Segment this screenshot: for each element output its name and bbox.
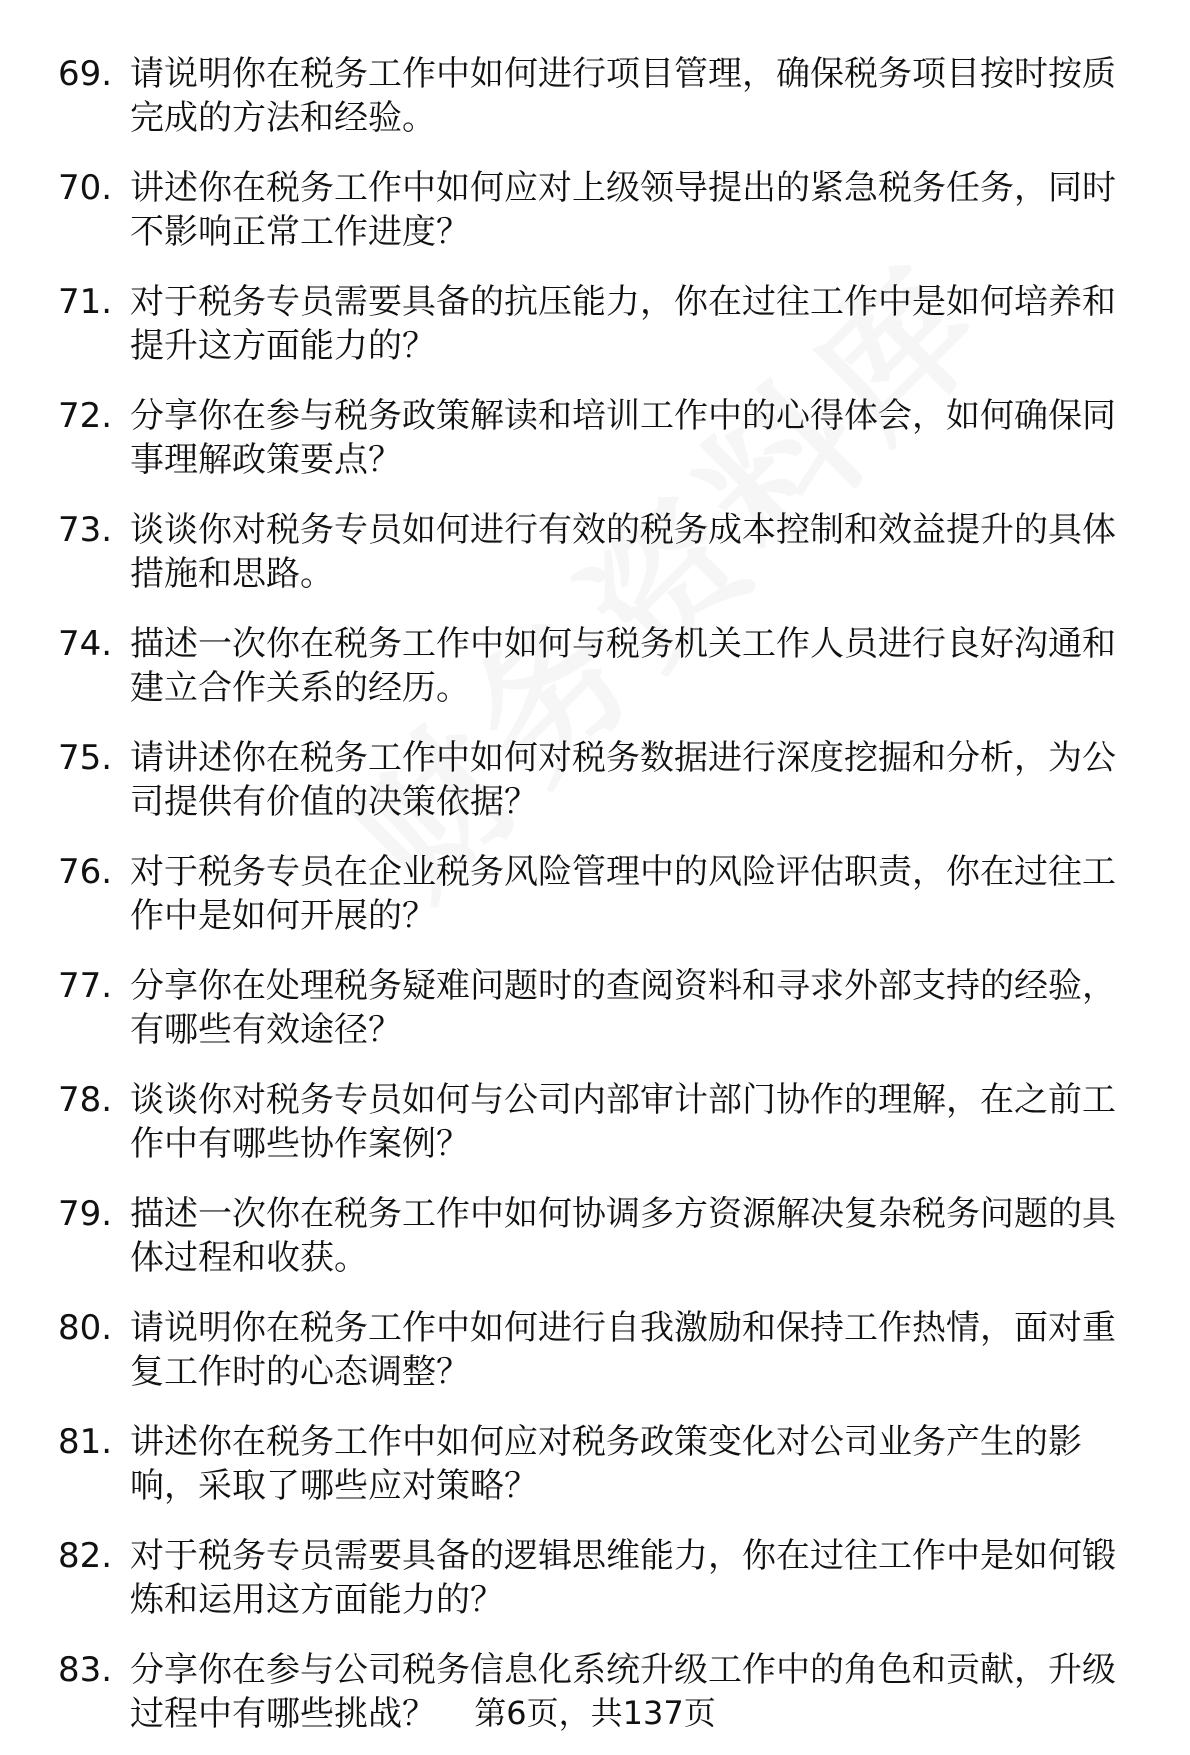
question-text: 分享你在参与公司税务信息化系统升级工作中的角色和贡献，升级过程中有哪些挑战？ — [130, 1650, 1116, 1734]
question-number: 77. — [58, 966, 113, 1006]
question-number: 74. — [58, 624, 113, 664]
question-number: 78. — [58, 1080, 113, 1120]
question-text: 请说明你在税务工作中如何进行项目管理，确保税务项目按时按质完成的方法和经验。 — [130, 54, 1116, 138]
question-number: 71. — [58, 282, 113, 322]
question-text: 请讲述你在税务工作中如何对税务数据进行深度挖掘和分析，为公司提供有价值的决策依据？ — [130, 738, 1116, 822]
question-text: 分享你在参与税务政策解读和培训工作中的心得体会，如何确保同事理解政策要点？ — [130, 396, 1116, 480]
page-footer: 第6页，共137页 — [474, 1694, 716, 1732]
question-item — [58, 394, 1148, 482]
question-number: 79. — [58, 1194, 113, 1234]
question-number: 73. — [58, 510, 113, 550]
question-text: 请说明你在税务工作中如何进行自我激励和保持工作热情，面对重复工作时的心态调整？ — [130, 1308, 1116, 1392]
question-list — [58, 52, 1148, 1755]
question-item — [58, 166, 1148, 254]
question-item — [58, 52, 1148, 140]
question-text: 谈谈你对税务专员如何进行有效的税务成本控制和效益提升的具体措施和思路。 — [130, 510, 1116, 594]
question-item — [58, 736, 1148, 824]
question-number: 81. — [58, 1422, 113, 1462]
question-number: 76. — [58, 852, 113, 892]
question-text: 对于税务专员在企业税务风险管理中的风险评估职责，你在过往工作中是如何开展的？ — [130, 852, 1116, 936]
question-item — [58, 1420, 1148, 1508]
question-item — [58, 508, 1148, 596]
question-text: 对于税务专员需要具备的抗压能力，你在过往工作中是如何培养和提升这方面能力的？ — [130, 282, 1116, 366]
question-item — [58, 622, 1148, 710]
question-number: 80. — [58, 1308, 113, 1348]
question-text: 讲述你在税务工作中如何应对税务政策变化对公司业务产生的影响，采取了哪些应对策略？ — [130, 1422, 1082, 1506]
question-text: 分享你在处理税务疑难问题时的查阅资料和寻求外部支持的经验，有哪些有效途径？ — [130, 966, 1116, 1050]
question-number: 82. — [58, 1536, 113, 1576]
question-item — [58, 1534, 1148, 1622]
question-item — [58, 280, 1148, 368]
question-text: 描述一次你在税务工作中如何协调多方资源解决复杂税务问题的具体过程和收获。 — [130, 1194, 1116, 1278]
question-text: 谈谈你对税务专员如何与公司内部审计部门协作的理解，在之前工作中有哪些协作案例？ — [130, 1080, 1116, 1164]
question-text: 描述一次你在税务工作中如何与税务机关工作人员进行良好沟通和建立合作关系的经历。 — [130, 624, 1116, 708]
question-item — [58, 1078, 1148, 1166]
question-item — [58, 850, 1148, 938]
question-number: 75. — [58, 738, 113, 778]
question-item — [58, 1306, 1148, 1394]
question-text: 讲述你在税务工作中如何应对上级领导提出的紧急税务任务，同时不影响正常工作进度？ — [130, 168, 1116, 252]
question-number: 69. — [58, 54, 113, 94]
question-number: 72. — [58, 396, 113, 436]
question-number: 83. — [58, 1650, 113, 1690]
question-text: 对于税务专员需要具备的逻辑思维能力，你在过往工作中是如何锻炼和运用这方面能力的？ — [130, 1536, 1116, 1620]
question-item — [58, 964, 1148, 1052]
question-item — [58, 1192, 1148, 1280]
question-number: 70. — [58, 168, 113, 208]
